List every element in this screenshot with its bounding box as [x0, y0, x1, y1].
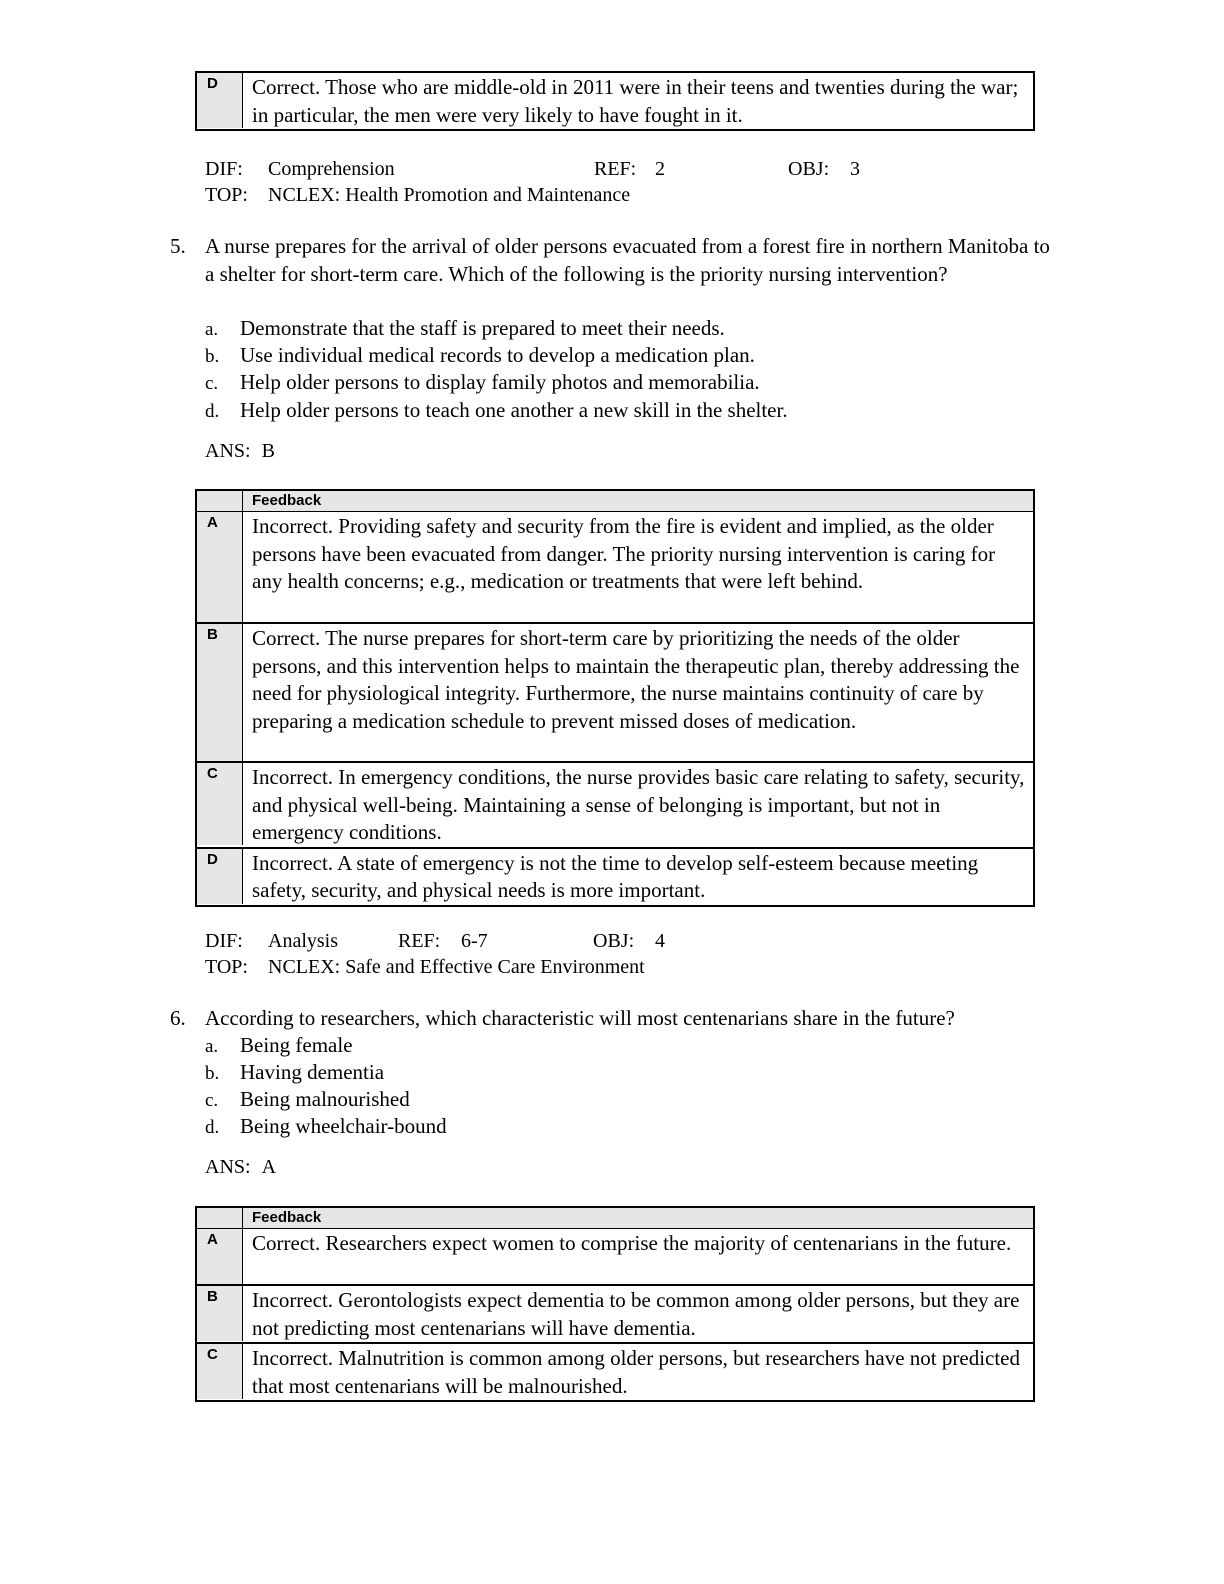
feedback-row-c — [197, 1342, 1033, 1400]
feedback-header-row — [197, 1208, 1033, 1229]
ref-value: 2 — [655, 158, 665, 180]
ref-label: REF: — [398, 930, 441, 952]
top-value: NCLEX: Safe and Effective Care Environment — [268, 956, 645, 978]
option-text: Being female — [240, 1033, 353, 1057]
prev-item-meta — [205, 156, 1005, 212]
question-6 — [170, 1005, 1070, 1145]
option-text: Help older persons to display family photos and memorabilia. — [240, 370, 760, 394]
feedback-text: Incorrect. Gerontologists expect dementia to be common among older persons, but they are not predicting most centenarians will have dementia. — [252, 1288, 1020, 1340]
feedback-table-q6 — [195, 1206, 1035, 1402]
option-letter: d. — [205, 401, 220, 422]
feedback-header: Feedback — [243, 491, 1033, 511]
option-letter: d. — [205, 1117, 220, 1138]
question-number: 5. — [170, 234, 186, 258]
feedback-letter: D — [197, 849, 243, 904]
option-c — [205, 369, 760, 398]
option-letter: c. — [205, 373, 219, 394]
obj-value: 3 — [850, 158, 860, 180]
ref-label: REF: — [594, 158, 637, 180]
option-text: Demonstrate that the staff is prepared to meet their needs. — [240, 316, 725, 340]
ref-value: 6-7 — [461, 930, 488, 952]
question-5 — [170, 233, 1070, 433]
option-d — [205, 397, 788, 426]
feedback-text: Incorrect. A state of emergency is not the time to develop self-esteem because meeting safety, security, and physical needs is more important. — [252, 850, 979, 902]
option-text: Use individual medical records to develop a medication plan. — [240, 343, 755, 367]
option-a — [205, 315, 725, 344]
feedback-text: Correct. Researchers expect women to comprise the majority of centenarians in the future. — [252, 1231, 1012, 1255]
option-letter: a. — [205, 1036, 219, 1057]
option-d — [205, 1113, 447, 1142]
feedback-row-d — [197, 847, 1033, 905]
q5-meta — [205, 928, 1005, 984]
top-value: NCLEX: Health Promotion and Maintenance — [268, 184, 631, 206]
question-stem: A nurse prepares for the arrival of older persons evacuated from a forest fire in northern Manitoba to a shelter for short-term care. Which of the following is the priority nursing intervention? — [205, 234, 1050, 286]
feedback-header-row — [197, 491, 1033, 512]
feedback-text: Incorrect. In emergency conditions, the nurse provides basic care relating to safety, security, and physical well-being. Maintaining a sense of belonging is important, but not in emergency conditions. — [252, 765, 1025, 844]
prev-feedback-table — [195, 71, 1035, 131]
feedback-header-blank — [197, 1208, 243, 1228]
feedback-row-b — [197, 622, 1033, 761]
feedback-row-d — [197, 73, 1033, 129]
feedback-header: Feedback — [243, 1208, 1033, 1228]
question-stem: According to researchers, which characteristic will most centenarians share in the future? — [205, 1006, 955, 1030]
obj-label: OBJ: — [788, 158, 830, 180]
option-text: Help older persons to teach one another a new skill in the shelter. — [240, 398, 788, 422]
feedback-letter: B — [197, 624, 243, 761]
option-letter: b. — [205, 1063, 220, 1084]
dif-value: Comprehension — [268, 158, 395, 180]
obj-value: 4 — [655, 930, 665, 952]
option-text: Having dementia — [240, 1060, 385, 1084]
feedback-text: Correct. Those who are middle-old in 2011 were in their teens and twenties during the war; in particular, the men were very likely to have fought in it. — [252, 75, 1019, 127]
feedback-letter: A — [197, 512, 243, 622]
answer-label: ANS: — [205, 440, 251, 462]
option-c — [205, 1086, 410, 1115]
feedback-letter: B — [197, 1286, 243, 1341]
dif-value: Analysis — [268, 930, 338, 952]
option-a — [205, 1032, 353, 1061]
answer-value: B — [261, 440, 275, 462]
option-letter: a. — [205, 319, 219, 340]
option-letter: c. — [205, 1090, 219, 1111]
option-letter: b. — [205, 346, 220, 367]
option-text: Being malnourished — [240, 1087, 410, 1111]
dif-label: DIF: — [205, 930, 243, 952]
dif-label: DIF: — [205, 158, 243, 180]
feedback-header-blank — [197, 491, 243, 511]
answer-label: ANS: — [205, 1156, 251, 1178]
feedback-letter: C — [197, 763, 243, 845]
feedback-letter: D — [197, 73, 243, 128]
top-label: TOP: — [205, 956, 248, 978]
feedback-row-c — [197, 761, 1033, 847]
obj-label: OBJ: — [593, 930, 635, 952]
feedback-row-a — [197, 1229, 1033, 1284]
answer-line-q6 — [205, 1156, 276, 1179]
option-text: Being wheelchair-bound — [240, 1114, 447, 1138]
feedback-table-q5 — [195, 489, 1035, 907]
feedback-text: Correct. The nurse prepares for short-term care by prioritizing the needs of the older persons, and this intervention helps to maintain the therapeutic plan, thereby addressing the need for physiological integrity. Furthermore, the nurse maintains continuity of care by preparing a medication schedule to prevent missed doses of medication. — [252, 626, 1020, 733]
feedback-text: Incorrect. Providing safety and security from the fire is evident and implied, as the older persons have been evacuated from danger. The priority nursing intervention is caring for any health concerns; e.g., medication or treatments that were left behind. — [252, 514, 996, 593]
answer-value: A — [261, 1156, 277, 1178]
top-label: TOP: — [205, 184, 248, 206]
feedback-text: Incorrect. Malnutrition is common among older persons, but researchers have not predicted that most centenarians will be malnourished. — [252, 1346, 1021, 1398]
feedback-row-a — [197, 512, 1033, 622]
option-b — [205, 342, 755, 371]
answer-line-q5 — [205, 440, 275, 463]
feedback-letter: C — [197, 1344, 243, 1399]
feedback-row-b — [197, 1284, 1033, 1342]
option-b — [205, 1059, 384, 1088]
question-number: 6. — [170, 1006, 186, 1030]
feedback-letter: A — [197, 1229, 243, 1284]
